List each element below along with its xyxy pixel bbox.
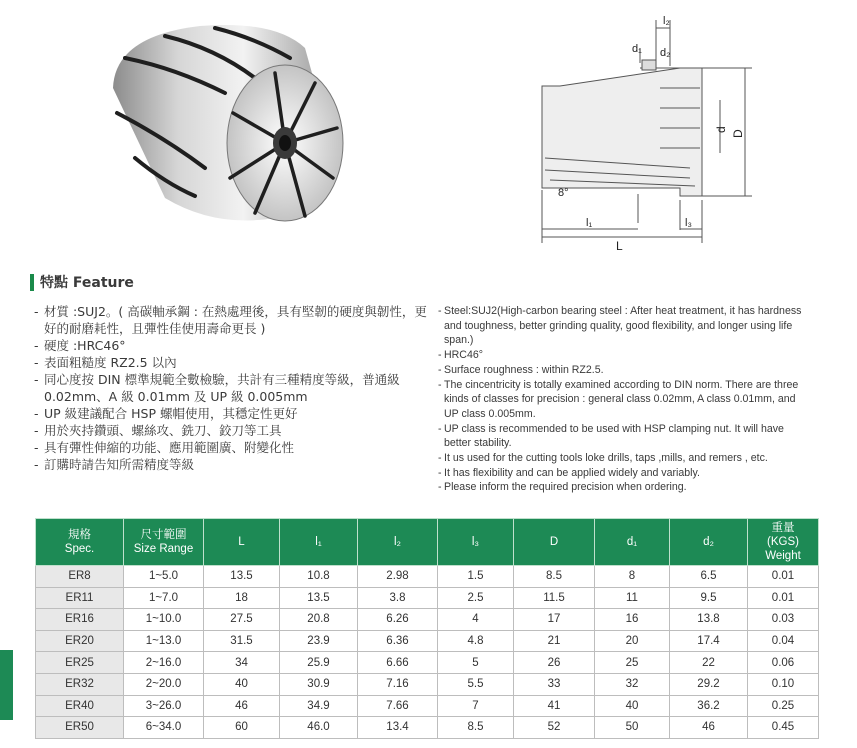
feature-item-en: - The cincentricity is totally examined according to DIN norm. There are three kinds of classes for precision : general class 0.02mm, A class 0.01mm, and UP class 0.005mm.: [438, 378, 808, 422]
table-cell: 11.5: [514, 587, 595, 609]
table-cell: 7.16: [358, 673, 438, 695]
table-cell: 25.9: [280, 652, 358, 674]
feature-item-zh-text: 表面粗糙度 RZ2.5 以內: [44, 355, 177, 370]
column-header: [280, 519, 358, 566]
table-cell: 46: [670, 717, 748, 739]
table-cell: 30.9: [280, 673, 358, 695]
label-angle: 8°: [558, 187, 569, 199]
feature-item-en-text: HRC46°: [444, 349, 483, 362]
feature-item-en: - Please inform the required precision when ordering.: [438, 481, 687, 494]
feature-item-en: - Surface roughness : within RZ2.5.: [438, 363, 604, 376]
column-header-en: l₃: [471, 536, 480, 548]
feature-item-en: - UP class is recommended to be used with HSP clamping nut. It will have better stability.: [438, 422, 808, 451]
spec-cell: ER11: [36, 587, 124, 609]
heading-text: 特點 Feature: [40, 275, 134, 291]
table-row: [36, 630, 819, 652]
table-cell: 34.9: [280, 695, 358, 717]
table-cell: 7: [438, 695, 514, 717]
column-header: [124, 519, 204, 566]
column-header-en2: Weight: [765, 550, 801, 562]
feature-item-en: - It us used for the cutting tools loke drills, taps ,mills, and remers , etc.: [438, 452, 768, 465]
table-cell: 33: [514, 673, 595, 695]
collet-image: [105, 18, 345, 228]
column-header-zh: 規格: [68, 529, 91, 541]
table-cell: 6~34.0: [124, 717, 204, 739]
label-l3: l₃: [685, 217, 692, 229]
table-cell: 0.45: [748, 717, 819, 739]
feature-item-en: - Steel:SUJ2(High-carbon bearing steel : After heat treatment, it has hardness and toughness, better grinding quality, good flexibility, and longer using life span.): [438, 304, 808, 348]
table-cell: 16: [595, 609, 670, 631]
label-D: D: [731, 129, 745, 138]
table-cell: 40: [204, 673, 280, 695]
column-header: [204, 519, 280, 566]
label-l1: l₁: [586, 217, 593, 229]
table-cell: 1~5.0: [124, 566, 204, 588]
table-cell: 36.2: [670, 695, 748, 717]
table-cell: 32: [595, 673, 670, 695]
feature-item-zh: - 表面粗糙度 RZ2.5 以內: [34, 355, 177, 370]
table-cell: 2.98: [358, 566, 438, 588]
spec-table: [35, 518, 819, 739]
column-header-en: L: [238, 536, 245, 548]
table-cell: 6.36: [358, 630, 438, 652]
table-cell: 6.5: [670, 566, 748, 588]
table-cell: 9.5: [670, 587, 748, 609]
table-cell: 27.5: [204, 609, 280, 631]
table-cell: 4.8: [438, 630, 514, 652]
collet-dimension-drawing: [520, 8, 850, 253]
table-row: [36, 652, 819, 674]
column-header: [595, 519, 670, 566]
feature-heading: [30, 272, 134, 292]
column-header: [670, 519, 748, 566]
table-cell: 13.5: [204, 566, 280, 588]
table-cell: 46: [204, 695, 280, 717]
table-cell: 13.5: [280, 587, 358, 609]
table-cell: 13.8: [670, 609, 748, 631]
table-cell: 26: [514, 652, 595, 674]
table-row: [36, 695, 819, 717]
column-header-en: l₂: [393, 536, 402, 548]
feature-item-zh-text: 用於夾持鑽頭、螺絲攻、銑刀、鉸刀等工具: [44, 423, 282, 438]
table-cell: 3.8: [358, 587, 438, 609]
table-cell: 2~20.0: [124, 673, 204, 695]
label-d2: d₂: [660, 47, 671, 59]
feature-item-zh: - 訂購時請告知所需精度等級: [34, 457, 195, 472]
feature-item-en-text: The cincentricity is totally examined according to DIN norm. There are three kinds of classes for precision : general class 0.02mm, A class 0.01mm, and UP class 0.005mm.: [444, 378, 799, 420]
table-row: [36, 587, 819, 609]
column-header: [748, 519, 819, 566]
table-cell: 17.4: [670, 630, 748, 652]
table-cell: 10.8: [280, 566, 358, 588]
table-cell: 3~26.0: [124, 695, 204, 717]
table-cell: 0.10: [748, 673, 819, 695]
table-cell: 0.03: [748, 609, 819, 631]
table-cell: 1.5: [438, 566, 514, 588]
table-cell: 8.5: [514, 566, 595, 588]
table-cell: 23.9: [280, 630, 358, 652]
feature-list-zh: [34, 303, 429, 473]
table-cell: 8: [595, 566, 670, 588]
table-cell: 29.2: [670, 673, 748, 695]
table-cell: 50: [595, 717, 670, 739]
table-cell: 1~13.0: [124, 630, 204, 652]
table-cell: 46.0: [280, 717, 358, 739]
table-cell: 31.5: [204, 630, 280, 652]
table-cell: 0.01: [748, 566, 819, 588]
spec-cell: ER32: [36, 673, 124, 695]
table-cell: 17: [514, 609, 595, 631]
table-cell: 20.8: [280, 609, 358, 631]
table-cell: 1~10.0: [124, 609, 204, 631]
feature-item-zh: - 材質 :SUJ2。( 高碳軸承鋼 : 在熱處理後，具有堅韌的硬度與韌性，更好的耐磨耗性，且彈性佳使用壽命更長 ): [34, 303, 429, 337]
spec-cell: ER25: [36, 652, 124, 674]
feature-list-en: [438, 304, 808, 495]
feature-item-zh: - UP 級建議配合 HSP 螺帽使用，其穩定性更好: [34, 406, 298, 421]
label-d1: d₁: [632, 43, 642, 55]
table-cell: 34: [204, 652, 280, 674]
table-cell: 8.5: [438, 717, 514, 739]
feature-item-zh-text: 同心度按 DIN 標準規範全數檢驗，共計有三種精度等級，普通級 0.02mm、A 級 0.01mm 及 UP 級 0.005mm: [44, 372, 400, 404]
feature-item-zh: - 同心度按 DIN 標準規範全數檢驗，共計有三種精度等級，普通級 0.02mm、A 級 0.01mm 及 UP 級 0.005mm: [34, 371, 429, 405]
table-cell: 20: [595, 630, 670, 652]
table-cell: 11: [595, 587, 670, 609]
table-header-row: [36, 519, 819, 566]
column-header-en: Spec.: [64, 543, 95, 555]
side-accent-bar: [0, 650, 13, 720]
spec-cell: ER16: [36, 609, 124, 631]
feature-item-en-text: Surface roughness : within RZ2.5.: [444, 363, 604, 376]
spec-cell: ER20: [36, 630, 124, 652]
column-header-en: l₁: [315, 536, 322, 548]
feature-item-zh-text: 材質 :SUJ2。( 高碳軸承鋼 : 在熱處理後，具有堅韌的硬度與韌性，更好的耐磨耗性，且彈性佳使用壽命更長 ): [44, 304, 427, 336]
table-cell: 0.01: [748, 587, 819, 609]
feature-item-en-text: It us used for the cutting tools loke drills, taps ,mills, and remers , etc.: [444, 452, 768, 465]
column-header-en: D: [549, 536, 559, 548]
column-header: [358, 519, 438, 566]
feature-item-zh-text: 硬度 :HRC46°: [44, 338, 126, 353]
column-header-en: d₂: [703, 536, 714, 548]
table-cell: 2.5: [438, 587, 514, 609]
feature-item-en-text: Please inform the required precision when ordering.: [444, 481, 687, 494]
table-cell: 52: [514, 717, 595, 739]
table-cell: 6.66: [358, 652, 438, 674]
table-cell: 22: [670, 652, 748, 674]
table-cell: 2~16.0: [124, 652, 204, 674]
spec-cell: ER8: [36, 566, 124, 588]
feature-item-zh: - 硬度 :HRC46°: [34, 338, 126, 353]
heading-accent-bar: [30, 274, 34, 291]
label-L: L: [616, 239, 623, 253]
column-header-zh: 重量: [771, 522, 795, 534]
spec-cell: ER50: [36, 717, 124, 739]
table-cell: 0.25: [748, 695, 819, 717]
feature-item-zh: - 具有彈性伸縮的功能、應用範圍廣、附變化性: [34, 440, 295, 455]
label-l2: l₂: [663, 15, 670, 27]
table-cell: 6.26: [358, 609, 438, 631]
column-header: [36, 519, 124, 566]
table-cell: 7.66: [358, 695, 438, 717]
feature-item-en: - HRC46°: [438, 349, 483, 362]
table-cell: 25: [595, 652, 670, 674]
column-header: [438, 519, 514, 566]
table-cell: 4: [438, 609, 514, 631]
column-header-en: Size Range: [133, 543, 194, 555]
table-cell: 13.4: [358, 717, 438, 739]
table-cell: 60: [204, 717, 280, 739]
table-row: [36, 673, 819, 695]
feature-item-en: - It has flexibility and can be applied widely and variably.: [438, 466, 700, 479]
table-cell: 18: [204, 587, 280, 609]
feature-item-en-text: Steel:SUJ2(High-carbon bearing steel : After heat treatment, it has hardness and toughness, better grinding quality, good flexibility, and longer using life span.): [444, 305, 802, 347]
spec-cell: ER40: [36, 695, 124, 717]
feature-item-zh: - 用於夾持鑽頭、螺絲攻、銑刀、鉸刀等工具: [34, 423, 282, 438]
table-row: [36, 609, 819, 631]
column-header: [514, 519, 595, 566]
column-header-zh: 尺寸範圍: [140, 529, 187, 541]
table-cell: 1~7.0: [124, 587, 204, 609]
table-row: [36, 717, 819, 739]
feature-item-zh-text: 具有彈性伸縮的功能、應用範圍廣、附變化性: [44, 440, 295, 455]
table-cell: 5: [438, 652, 514, 674]
feature-item-zh-text: 訂購時請告知所需精度等級: [44, 457, 195, 472]
table-cell: 5.5: [438, 673, 514, 695]
table-cell: 0.06: [748, 652, 819, 674]
table-cell: 0.04: [748, 630, 819, 652]
table-cell: 21: [514, 630, 595, 652]
feature-item-en-text: It has flexibility and can be applied widely and variably.: [444, 466, 700, 479]
column-header-en: d₁: [626, 536, 638, 548]
column-header-en: (KGS): [767, 536, 799, 548]
table-cell: 41: [514, 695, 595, 717]
feature-item-en-text: UP class is recommended to be used with HSP clamping nut. It will have better stability.: [444, 422, 784, 450]
table-row: [36, 566, 819, 588]
feature-item-zh-text: UP 級建議配合 HSP 螺帽使用，其穩定性更好: [44, 406, 298, 421]
label-d: d: [714, 126, 728, 133]
table-cell: 40: [595, 695, 670, 717]
